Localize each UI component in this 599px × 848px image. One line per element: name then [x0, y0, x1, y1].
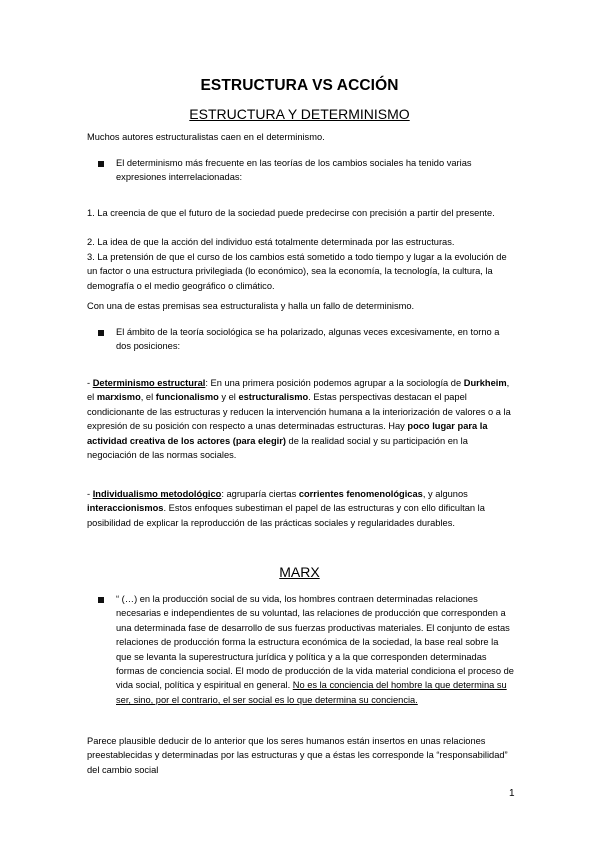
bullet-square-icon	[98, 330, 104, 336]
bullet-polarizado: El ámbito de la teoría sociológica se ha polarizado, algunas veces excesivamente, en torno a dos posiciones:	[116, 327, 500, 352]
intro-paragraph: Muchos autores estructuralistas caen en el determinismo.	[87, 132, 325, 142]
numbered-item-1: 1. La creencia de que el futuro de la sociedad puede predecirse con precisión a partir del presente.	[87, 208, 495, 218]
bullet-square-icon	[98, 161, 104, 167]
bullet-determinismo: El determinismo más frecuente en las teorías de los cambios sociales ha tenido varias expresiones interrelacionadas:	[116, 158, 472, 183]
closing-paragraph: Parece plausible deducir de lo anterior que los seres humanos están insertos en unas relaciones preestablecidas y determinadas por las estructuras y que a éstas les corresponde la “responsabilidad” del cambio social	[87, 736, 508, 775]
premisas-paragraph: Con una de estas premisas sea estructuralista y halla un fallo de determinismo.	[87, 301, 415, 311]
page-number: 1	[509, 788, 515, 799]
bullet-square-icon	[98, 597, 104, 603]
document-title: ESTRUCTURA VS ACCIÓN	[200, 77, 399, 94]
section-heading-marx: MARX	[279, 564, 320, 580]
individualismo-metodologico-paragraph: - Individualismo metodológico: agruparía ciertas corrientes fenomenológicas, y algunos interaccionismos. Estos enfoques subestiman el papel de las estructuras y con ello dificultan la posibilidad de explicar la reproducción de las prácticas sociales y regularidades durables.	[87, 489, 485, 528]
numbered-item-3: 3. La pretensión de que el curso de los cambios está sometido a todo tiempo y lugar a la evolución de un factor o una estructura privilegiada (lo económico), sea la economía, la tecnología, la cultura, la demografía o el medio geográfico o climático.	[87, 252, 507, 291]
numbered-item-2: 2. La idea de que la acción del individuo está totalmente determinada por las estructuras.	[87, 237, 455, 247]
determinismo-estructural-paragraph: - Determinismo estructural: En una primera posición podemos agrupar a la sociología de Durkheim, el marxismo, el funcionalismo y el estructuralismo. Estas perspectivas destacan el papel condicionante de las estructuras y reducen la intervención humana a la interiorización de valores o a la expresión de su posición con respecto a unas determinadas estructuras. Hay poco lugar para la actividad creativa de los actores (para elegir) de la realidad social y su participación en la negociación de las normas sociales.	[87, 378, 511, 461]
section-heading-estructura: ESTRUCTURA Y DETERMINISMO	[189, 106, 410, 122]
marx-quote: “ (…) en la producción social de su vida, los hombres contraen determinadas relaciones necesarias e independientes de su voluntad, las relaciones de producción que corresponden a una determinada fase de desarrollo de sus fuerzas productivas materiales. El conjunto de estas relaciones de producción forma la estructura económica de la sociedad, la base real sobre la que se levanta la superestructura jurídica y política y a la que corresponden determinadas formas de conciencia social. El modo de producción de la vida material condiciona el proceso de vida social, política y espiritual en general. No es la conciencia del hombre la que determina su ser, sino, por el contrario, el ser social es lo que determina su conciencia.	[116, 594, 514, 705]
